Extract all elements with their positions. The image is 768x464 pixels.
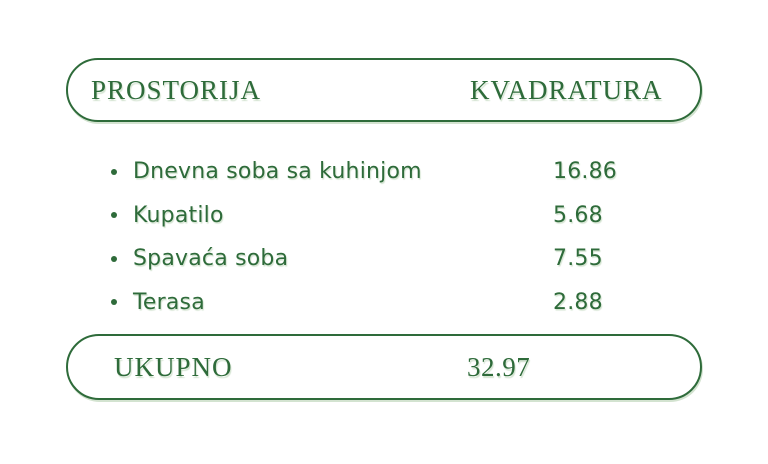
- room-area: 5.68: [553, 202, 603, 228]
- table-total-capsule: [66, 334, 702, 400]
- table-row: [0, 194, 768, 238]
- table-header-capsule: [66, 58, 702, 122]
- header-room-column: PROSTORIJA: [91, 74, 262, 105]
- room-name: Kupatilo: [133, 202, 224, 228]
- room-name: Terasa: [133, 289, 205, 315]
- room-area: 2.88: [553, 289, 603, 315]
- total-label: UKUPNO: [114, 351, 233, 382]
- bullet-icon: [111, 256, 117, 262]
- table-row: [0, 281, 768, 325]
- bullet-icon: [111, 299, 117, 305]
- bullet-icon: [111, 212, 117, 218]
- room-name: Dnevna soba sa kuhinjom: [133, 159, 422, 185]
- table-row: [0, 150, 768, 194]
- room-name: Spavaća soba: [133, 246, 289, 272]
- table-row: [0, 237, 768, 281]
- bullet-icon: [111, 169, 117, 175]
- room-list: [0, 150, 768, 324]
- room-area: 7.55: [553, 246, 603, 272]
- header-area-column: KVADRATURA: [470, 74, 663, 105]
- room-area: 16.86: [553, 159, 617, 185]
- total-value: 32.97: [467, 351, 531, 382]
